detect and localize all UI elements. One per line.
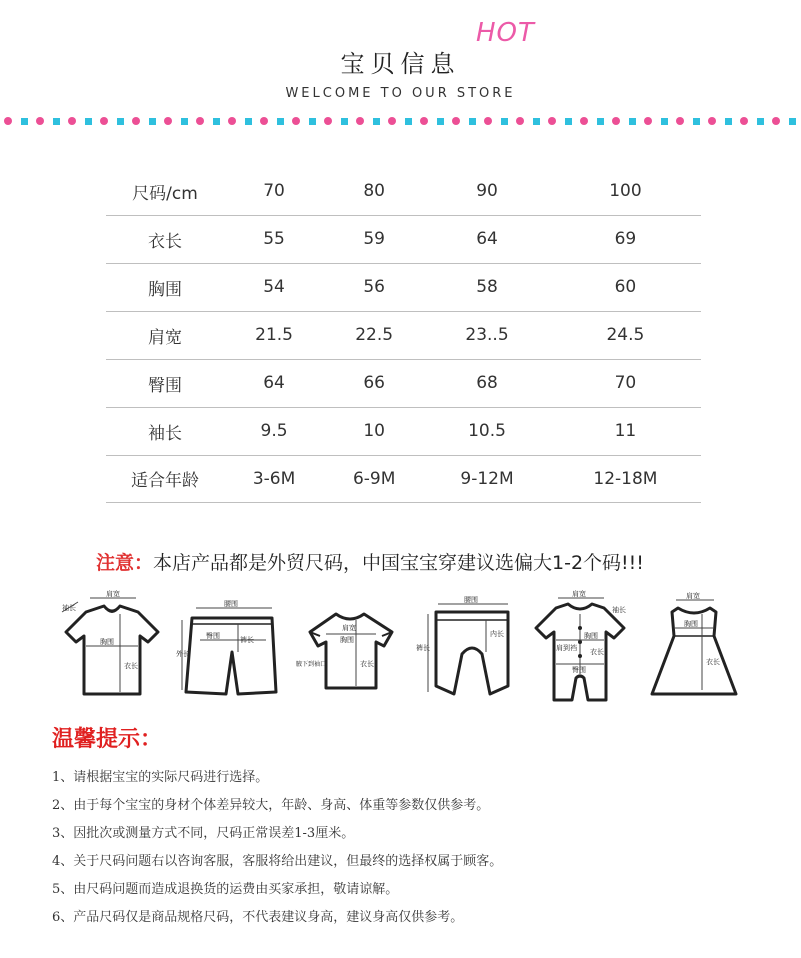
- dotted-divider: [0, 114, 801, 128]
- table-header-cell: 90: [476, 181, 498, 202]
- divider-square: [277, 118, 284, 125]
- divider-dot: [228, 117, 236, 125]
- diagram-label: 腋下到袖口: [296, 661, 327, 668]
- table-cell: 适合年龄: [131, 471, 199, 491]
- table-cell: 69: [614, 229, 637, 249]
- hot-badge: HOT: [476, 18, 535, 48]
- table-row: [106, 215, 701, 263]
- diagram-label: 肩到裆: [556, 644, 577, 652]
- divider-dot: [484, 117, 492, 125]
- divider-square: [437, 118, 444, 125]
- divider-dot: [4, 117, 12, 125]
- shorts-diagram: [176, 590, 286, 710]
- table-cell: 10: [363, 421, 385, 441]
- table-row: [106, 407, 701, 455]
- divider-square: [245, 118, 252, 125]
- divider-dot: [580, 117, 588, 125]
- table-cell: 衣长: [148, 231, 182, 252]
- table-header-cell: 70: [263, 181, 285, 202]
- notice-text: 本店产品都是外贸尺码，中国宝宝穿建议选偏大1-2个码!!!: [153, 552, 644, 574]
- page-subtitle: WELCOME TO OUR STORE: [285, 86, 516, 101]
- diagram-label: 衣长: [590, 648, 604, 656]
- table-row: [106, 263, 701, 311]
- divider-dot: [772, 117, 780, 125]
- diagram-label: 肩宽: [686, 592, 700, 600]
- diagram-label: 衣长: [706, 658, 720, 666]
- divider-dot: [516, 117, 524, 125]
- diagram-label: 袖长: [62, 604, 76, 612]
- divider-square: [757, 118, 764, 125]
- diagram-label: 肩宽: [572, 590, 586, 598]
- table-cell: 60: [614, 277, 637, 297]
- divider-square: [85, 118, 92, 125]
- page-title: 宝贝信息: [340, 50, 461, 78]
- table-cell: 21.5: [255, 325, 293, 345]
- divider-square: [565, 118, 572, 125]
- table-header-cell: 尺码/cm: [132, 183, 198, 204]
- diagram-label: 外长: [176, 650, 190, 658]
- table-cell: 11: [614, 421, 637, 441]
- measurement-diagrams: [56, 590, 746, 710]
- table-cell: 6-9M: [352, 468, 396, 489]
- diagram-label: 衣长: [124, 662, 138, 670]
- list-item: 2、由于每个宝宝的身材个体差异较大，年龄、身高、体重等参数仅供参考。: [52, 798, 490, 813]
- table-cell: 袖长: [148, 423, 182, 444]
- divider-square: [597, 118, 604, 125]
- table-cell: 55: [263, 229, 285, 249]
- divider-dot: [612, 117, 620, 125]
- divider-square: [405, 118, 412, 125]
- divider-square: [725, 118, 732, 125]
- divider-square: [629, 118, 636, 125]
- divider-square: [149, 118, 156, 125]
- divider-square: [181, 118, 188, 125]
- divider-square: [693, 118, 700, 125]
- list-item: 5、由尺码问题而造成退换货的运费由买家承担，敬请谅解。: [52, 882, 399, 897]
- table-cell: 58: [476, 277, 498, 297]
- diagram-label: 胸围: [684, 620, 698, 628]
- diagram-label: 内长: [490, 630, 504, 638]
- divider-dot: [196, 117, 204, 125]
- divider-dot: [36, 117, 44, 125]
- table-cell: 70: [614, 373, 637, 393]
- divider-dot: [644, 117, 652, 125]
- divider-square: [213, 118, 220, 125]
- divider-dot: [420, 117, 428, 125]
- divider-square: [21, 118, 28, 125]
- divider-dot: [708, 117, 716, 125]
- divider-square: [533, 118, 540, 125]
- table-cell: 24.5: [606, 325, 645, 345]
- diagram-label: 臀围: [206, 632, 220, 640]
- romper-diagram: [526, 590, 636, 710]
- divider-dot: [292, 117, 300, 125]
- divider-square: [661, 118, 668, 125]
- table-header-row: [106, 168, 701, 215]
- tips-list: [52, 764, 502, 932]
- divider-square: [789, 118, 796, 125]
- tips-title: 温馨提示：: [52, 726, 163, 752]
- table-cell: 12-18M: [593, 468, 658, 489]
- divider-dot: [452, 117, 460, 125]
- divider-square: [117, 118, 124, 125]
- diagram-label: 衣长: [360, 660, 374, 668]
- divider-square: [53, 118, 60, 125]
- divider-square: [469, 118, 476, 125]
- divider-dot: [100, 117, 108, 125]
- diagram-label: 腰围: [224, 600, 238, 608]
- table-cell: 64: [263, 373, 285, 393]
- table-cell: 胸围: [148, 279, 182, 300]
- raglan-tee-diagram: [296, 590, 406, 710]
- list-item: 1、请根据宝宝的实际尺码进行选择。: [52, 770, 269, 785]
- diagram-label: 腰围: [464, 596, 478, 604]
- table-row: [106, 359, 701, 407]
- divider-dot: [324, 117, 332, 125]
- table-cell: 3-6M: [252, 468, 296, 489]
- diagram-label: 裤长: [416, 644, 430, 652]
- diagram-label: 胸围: [584, 632, 598, 640]
- diagram-label: 裤长: [240, 636, 254, 644]
- table-cell: 9.5: [260, 421, 288, 441]
- table-cell: 9-12M: [460, 468, 514, 489]
- dress-diagram: [642, 590, 746, 710]
- divider-dot: [68, 117, 76, 125]
- table-cell: 64: [476, 229, 498, 249]
- table-row: [106, 311, 701, 359]
- table-cell: 68: [476, 373, 498, 393]
- divider-dot: [356, 117, 364, 125]
- table-cell: 肩宽: [148, 327, 182, 348]
- diagram-label: 胸围: [340, 636, 354, 644]
- table-cell: 22.5: [355, 325, 394, 345]
- pants-diagram: [416, 590, 526, 710]
- list-item: 4、关于尺码问题右以咨询客服，客服将给出建议，但最终的选择权属于顾客。: [52, 854, 503, 869]
- table-cell: 54: [263, 277, 285, 297]
- table-header-cell: 80: [363, 181, 385, 202]
- divider-dot: [260, 117, 268, 125]
- divider-dot: [164, 117, 172, 125]
- divider-square: [373, 118, 380, 125]
- diagram-label: 肩宽: [106, 590, 120, 598]
- list-item: 3、因批次或测量方式不同，尺码正常误差1-3厘米。: [52, 826, 355, 841]
- diagram-label: 臀围: [572, 666, 586, 674]
- table-cell: 臀围: [148, 375, 182, 396]
- tshirt-diagram: [56, 590, 168, 710]
- table-cell: 66: [363, 373, 385, 393]
- diagram-label: 胸围: [100, 638, 114, 646]
- notice-label: 注意：: [96, 552, 154, 574]
- table-cell: 10.5: [468, 421, 506, 441]
- size-notice: [96, 548, 644, 575]
- size-table: [106, 168, 701, 503]
- list-item: 6、产品尺码仅是商品规格尺码，不代表建议身高，建议身高仅供参考。: [52, 910, 464, 925]
- divider-square: [341, 118, 348, 125]
- divider-dot: [740, 117, 748, 125]
- table-cell: 56: [363, 277, 385, 297]
- diagram-label: 袖长: [612, 606, 626, 614]
- divider-square: [309, 118, 316, 125]
- divider-square: [501, 118, 508, 125]
- divider-dot: [548, 117, 556, 125]
- divider-dot: [132, 117, 140, 125]
- table-cell: 23..5: [465, 325, 509, 345]
- divider-dot: [388, 117, 396, 125]
- table-row: [106, 455, 701, 502]
- divider-dot: [676, 117, 684, 125]
- table-cell: 59: [363, 229, 385, 249]
- diagram-label: 肩宽: [342, 624, 356, 632]
- table-header-cell: 100: [609, 181, 642, 202]
